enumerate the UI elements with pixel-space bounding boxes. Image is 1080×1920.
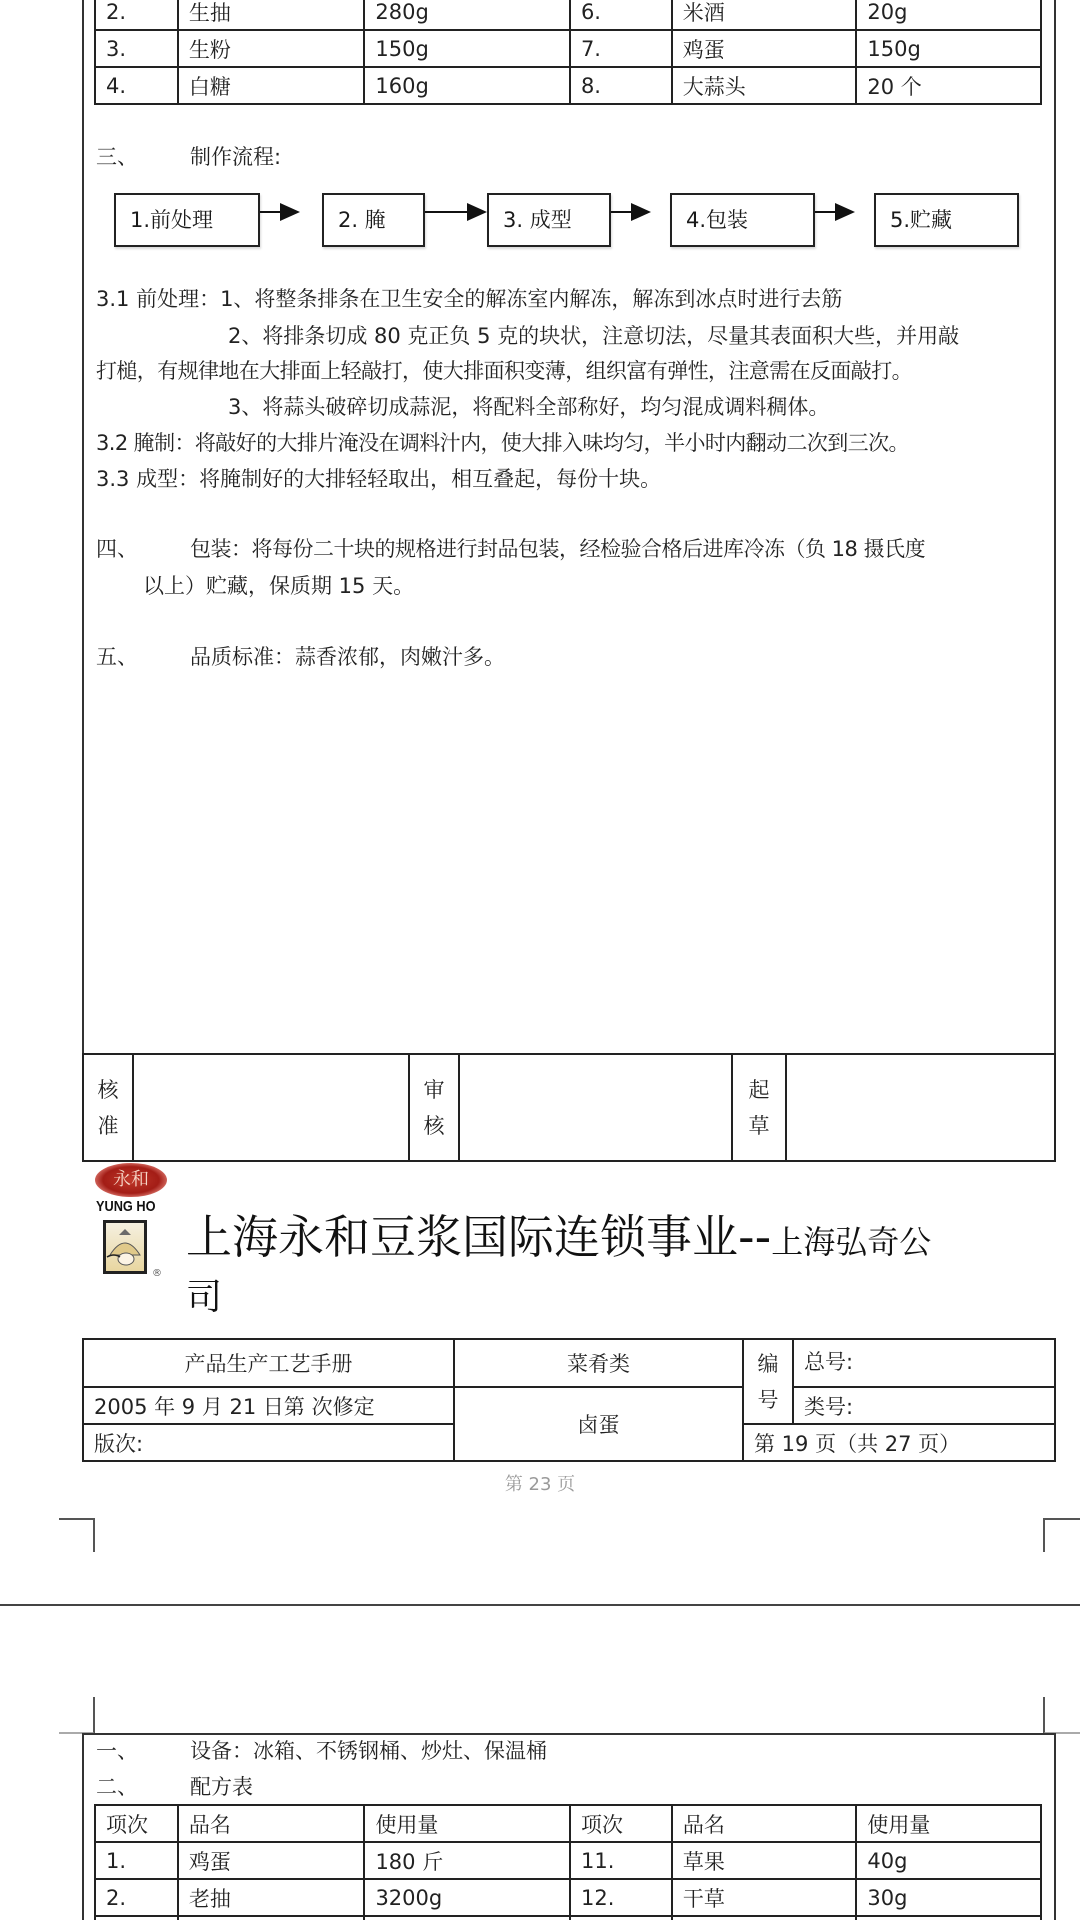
table-cell: 鸡蛋: [178, 1842, 365, 1879]
table-cell: 160g: [364, 67, 570, 104]
section-number: 五、: [96, 645, 138, 669]
table-cell: 12.: [570, 1879, 672, 1916]
revision-date: 2005 年 9 月 21 日第 次修定: [83, 1387, 454, 1424]
edition: 版次:: [83, 1424, 454, 1461]
company-title: 上海永和豆浆国际连锁事业--上海弘奇公: [186, 1210, 932, 1264]
table-cell: 米酒: [672, 0, 857, 30]
flow-step-storage: 5.贮藏: [874, 193, 1019, 247]
column-header: 品名: [178, 1805, 365, 1842]
table-cell: [570, 1916, 672, 1920]
table-cell: 干草: [672, 1879, 857, 1916]
table-cell: [672, 1916, 857, 1920]
flow-step-marinate: 2. 腌: [322, 193, 425, 247]
logo-mascot-icon: [103, 1220, 147, 1274]
crop-mark: [1043, 1518, 1080, 1552]
table-cell: 3200g: [364, 1879, 570, 1916]
column-header: 项次: [95, 1805, 178, 1842]
arrow-right-icon: [467, 203, 487, 221]
table-row: [95, 30, 1041, 67]
table-row: [95, 1916, 1041, 1920]
table-cell: 40g: [856, 1842, 1041, 1879]
draft-field[interactable]: [786, 1054, 1055, 1161]
arrow-line: [815, 211, 837, 213]
table-cell: 生粉: [178, 30, 365, 67]
approve-label: 核 准: [83, 1054, 133, 1161]
table-cell: 150g: [856, 30, 1041, 67]
packaging-text: 以上）贮藏，保质期 15 天。: [143, 574, 415, 598]
draft-label: 起 草: [732, 1054, 786, 1161]
table-row: [95, 67, 1041, 104]
category: 菜肴类: [454, 1339, 743, 1387]
crop-mark: [59, 1697, 95, 1734]
table-row: [95, 1879, 1041, 1916]
approve-field[interactable]: [133, 1054, 409, 1161]
table-cell: 180 斤: [364, 1842, 570, 1879]
table-cell: 6.: [570, 0, 672, 30]
packaging-text: 包装：将每份二十块的规格进行封品包装，经检验合格后进库冷冻（负 18 摄氏度: [190, 537, 926, 561]
process-line: 3.1 前处理：1、将整条排条在卫生安全的解冻室内解冻，解冻到冰点时进行去筋: [96, 287, 843, 311]
arrow-right-icon: [631, 203, 651, 221]
review-label: 审 核: [409, 1054, 459, 1161]
page-divider: [0, 1604, 1080, 1606]
table-cell: 8.: [570, 67, 672, 104]
arrow-line: [425, 211, 469, 213]
table-row: [95, 0, 1041, 30]
page-info: 第 19 页（共 27 页）: [743, 1424, 1055, 1461]
arrow-right-icon: [835, 203, 855, 221]
section-number: 二、: [96, 1775, 138, 1799]
table-row: [83, 1339, 1055, 1387]
column-header: 使用量: [856, 1805, 1041, 1842]
process-line: 打槌，有规律地在大排面上轻敲打，使大排面积变薄，组织富有弹性，注意需在反面敲打。: [96, 359, 912, 383]
table-cell: 7.: [570, 30, 672, 67]
recipe-table-continued: [94, 0, 1042, 105]
flow-step-packaging: 4.包装: [670, 193, 815, 247]
table-cell: 鸡蛋: [672, 30, 857, 67]
column-header: 项次: [570, 1805, 672, 1842]
process-line: 3.3 成型：将腌制好的大排轻轻取出，相互叠起，每份十块。: [96, 467, 662, 491]
registered-mark: ®: [152, 1268, 162, 1279]
column-header: 品名: [672, 1805, 857, 1842]
code-label: 编 号: [743, 1339, 793, 1424]
table-cell: 3.: [95, 30, 178, 67]
table-row: [83, 1054, 1055, 1161]
company-title-wrap: 司: [186, 1277, 223, 1318]
review-field[interactable]: [459, 1054, 732, 1161]
arrow-line: [260, 211, 282, 213]
table-row: [83, 1387, 1055, 1424]
arrow-line: [611, 211, 633, 213]
arrow-right-icon: [280, 203, 300, 221]
table-cell: 11.: [570, 1842, 672, 1879]
table-cell: [178, 1916, 365, 1920]
flow-step-pretreatment: 1.前处理: [114, 193, 260, 247]
manual-title: 产品生产工艺手册: [83, 1339, 454, 1387]
table-cell: 白糖: [178, 67, 365, 104]
table-cell: 280g: [364, 0, 570, 30]
table-cell: 20g: [856, 0, 1041, 30]
signoff-table: [82, 1053, 1056, 1162]
table-cell: 老抽: [178, 1879, 365, 1916]
table-cell: 150g: [364, 30, 570, 67]
table-header-row: [95, 1805, 1041, 1842]
table-cell: 1.: [95, 1842, 178, 1879]
column-header: 使用量: [364, 1805, 570, 1842]
table-cell: [364, 1916, 570, 1920]
document-header-table: [82, 1338, 1056, 1462]
process-line: 2、将排条切成 80 克正负 5 克的块状，注意切法，尽量其表面积大些，并用敲: [228, 324, 960, 348]
table-cell: 30g: [856, 1879, 1041, 1916]
crop-mark: [59, 1518, 95, 1552]
table-cell: 20 个: [856, 67, 1041, 104]
section-number: 三、: [96, 145, 138, 169]
table-row: [95, 1842, 1041, 1879]
flow-step-forming: 3. 成型: [487, 193, 611, 247]
table-cell: 2.: [95, 0, 178, 30]
section-title: 制作流程:: [190, 145, 282, 169]
table-cell: [95, 1916, 178, 1920]
class-number: 类号:: [793, 1387, 1055, 1424]
section-number: 四、: [96, 537, 138, 561]
logo-badge: 永和: [95, 1163, 167, 1197]
recipe-heading: 配方表: [190, 1775, 253, 1799]
equipment-text: 设备：冰箱、不锈钢桶、炒灶、保温桶: [190, 1739, 547, 1763]
quality-standard-text: 品质标准：蒜香浓郁，肉嫩汁多。: [190, 645, 505, 669]
total-number: 总号:: [793, 1339, 1055, 1387]
product-name: 卤蛋: [454, 1387, 743, 1461]
process-line: 3、将蒜头破碎切成蒜泥，将配料全部称好，均匀混成调料稠体。: [228, 395, 830, 419]
table-cell: 大蒜头: [672, 67, 857, 104]
logo-text: YUNG HO: [96, 1198, 156, 1215]
table-cell: 4.: [95, 67, 178, 104]
page-number: 第 23 页: [504, 1474, 576, 1495]
crop-mark: [1043, 1697, 1080, 1734]
process-line: 3.2 腌制：将敲好的大排片淹没在调料汁内，使大排入味均匀，半小时内翻动二次到三次。: [96, 431, 909, 455]
table-cell: 2.: [95, 1879, 178, 1916]
section-number: 一、: [96, 1739, 138, 1763]
table-cell: 生抽: [178, 0, 365, 30]
table-cell: [856, 1916, 1041, 1920]
recipe-table: [94, 1804, 1042, 1920]
table-cell: 草果: [672, 1842, 857, 1879]
